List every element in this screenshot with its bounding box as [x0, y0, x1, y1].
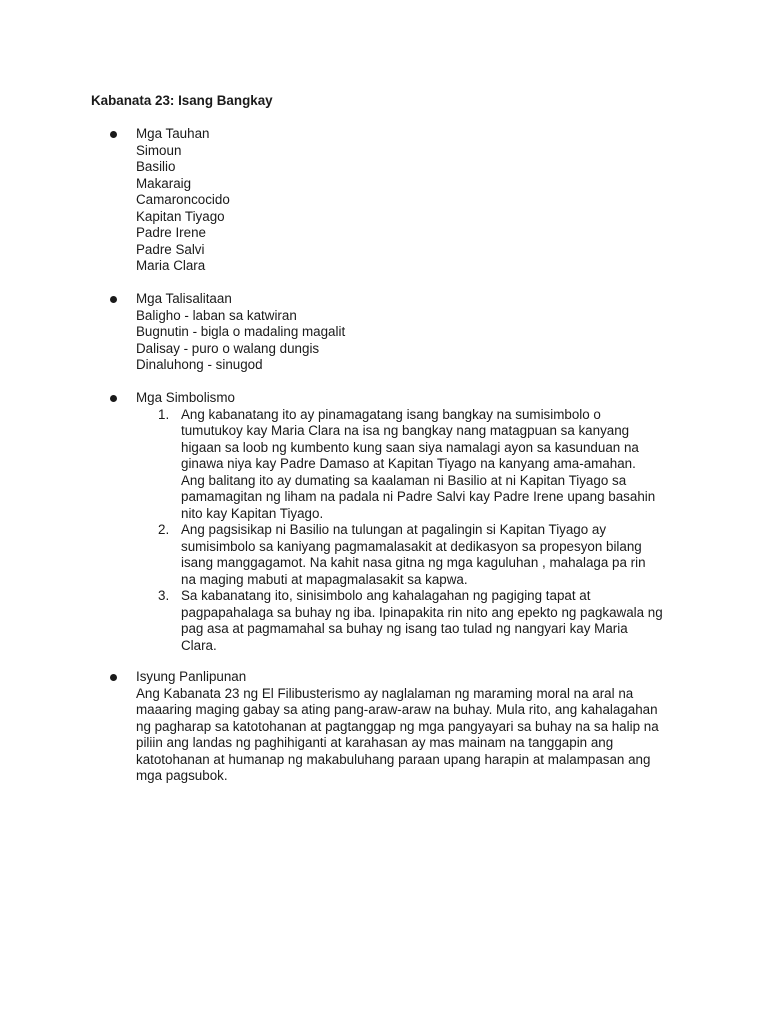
list-item: Dalisay - puro o walang dungis: [136, 340, 320, 356]
document-title: Kabanata 23: Isang Bangkay: [91, 93, 273, 108]
paragraph-line: piliin ang landas ng paghihiganti at karahasan ay mas mainam na tanggapin ang: [136, 735, 614, 750]
paragraph-line: mga pagsubok.: [136, 768, 228, 783]
item-line: pamamagitan ng liham na padala ni Padre Salvi kay Padre Irene upang basahin: [181, 489, 656, 504]
list-item: Maria Clara: [136, 258, 206, 273]
section-heading: Mga Tauhan: [136, 126, 210, 141]
item-line: Ang kabanatang ito ay pinamagatang isang bangkay na sumisimbolo o: [181, 406, 601, 422]
section-heading: Mga Simbolismo: [136, 390, 235, 405]
list-item: Baligho - laban sa katwiran: [136, 307, 297, 323]
item-line: Sa kabanatang ito, sinisimbolo ang kahalagahan ng pagiging tapat at: [181, 588, 591, 603]
bullet-icon: [110, 296, 117, 303]
paragraph-line: ng pagharap sa katotohanan at pagtanggap ng mga pangyayari sa buhay na sa halip na: [136, 718, 659, 734]
list-item: Basilio: [136, 159, 176, 174]
section-isyung-body: [136, 669, 696, 785]
item-number: 1.: [158, 406, 170, 422]
paragraph-line: maaaring maging gabay sa ating pang-araw-araw na buhay. Mula rito, ang kahalagahan: [136, 702, 658, 717]
list-item: Simoun: [136, 142, 182, 158]
item-line: higaan sa loob ng kumbento kung saan siya namalagi ayon sa kasunduan na: [181, 439, 639, 455]
item-line: na maging mabuti at mapagmalasakit sa kapwa.: [181, 571, 468, 587]
item-line: nito kay Kapitan Tiyago.: [181, 505, 324, 521]
list-item: Padre Irene: [136, 225, 206, 240]
numbered-item: [136, 407, 696, 523]
section-simbolismo-body: [136, 390, 696, 654]
item-line: sumisimbolo sa kaniyang pagmamalasakit at dedikasyon sa propesyon bilang: [181, 538, 642, 554]
bullet-icon: [110, 674, 117, 681]
paragraph-line: Ang Kabanata 23 ng El Filibusterismo ay naglalaman ng maraming moral na aral na: [136, 685, 634, 701]
item-line: isang manggagamot. Na kahit nasa gitna ng mga kaguluhan , mahalaga pa rin: [181, 555, 646, 570]
numbered-item: [136, 588, 696, 654]
item-line: tumutukoy kay Maria Clara na isa ng bangkay nang matagpuan sa kanyang: [181, 423, 630, 438]
item-line: pag asa at pagmamahal sa buhay ng isang tao tulad ng nangyari kay Maria: [181, 621, 628, 636]
list-item: Camaroncocido: [136, 192, 230, 207]
item-line: ginawa niya kay Padre Damaso at Kapitan Tiyago na kanyang ama-amahan.: [181, 456, 636, 471]
item-line: Clara.: [181, 637, 217, 653]
list-item: Padre Salvi: [136, 241, 205, 257]
item-line: Ang pagsisikap ni Basilio na tulungan at pagalingin si Kapitan Tiyago ay: [181, 522, 607, 537]
list-item: Makaraig: [136, 175, 192, 191]
section-talisalitaan-body: [136, 291, 696, 374]
numbered-item: [136, 522, 696, 588]
bullet-icon: [110, 131, 117, 138]
item-number: 2.: [158, 522, 170, 537]
section-heading: Mga Talisalitaan: [136, 291, 232, 306]
item-line: Ang balitang ito ay dumating sa kaalaman ni Basilio at ni Kapitan Tiyago sa: [181, 472, 627, 488]
paragraph-line: katotohanan at humanap ng makabuluhang paraan upang harapin at malampasan ang: [136, 751, 651, 767]
item-line: pagpapahalaga sa buhay ng iba. Ipinapakita rin nito ang epekto ng pagkawala ng: [181, 604, 663, 620]
section-heading: Isyung Panlipunan: [136, 669, 247, 684]
list-item: Bugnutin - bigla o madaling magalit: [136, 324, 346, 339]
item-number: 3.: [158, 588, 170, 603]
list-item: Dinaluhong - sinugod: [136, 357, 263, 372]
list-item: Kapitan Tiyago: [136, 208, 225, 224]
bullet-icon: [110, 395, 117, 402]
section-tauhan-body: [136, 126, 696, 275]
